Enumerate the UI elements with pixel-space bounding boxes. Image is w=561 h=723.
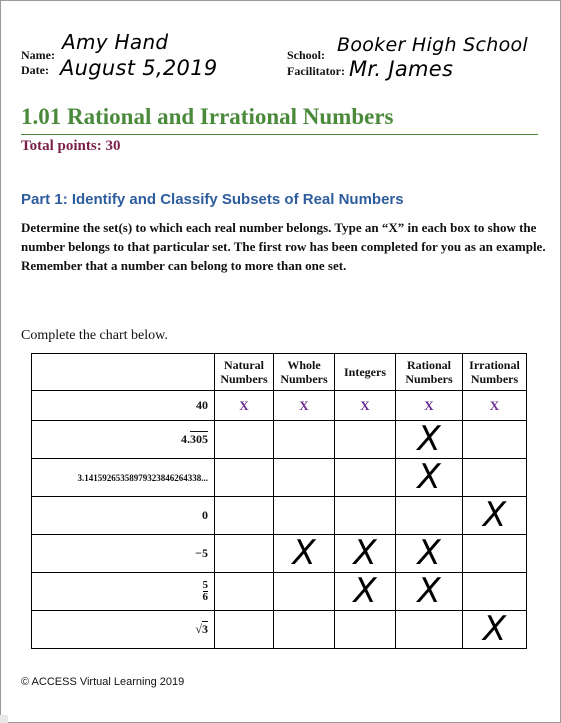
- title-divider: [21, 134, 538, 135]
- cell-rational[interactable]: X: [396, 459, 463, 497]
- total-points: Total points: 30: [21, 138, 121, 154]
- header-corner-cell: [32, 354, 215, 391]
- cell-integers[interactable]: [335, 421, 396, 459]
- cell-integers[interactable]: X: [335, 535, 396, 573]
- cell-integers[interactable]: X: [335, 391, 396, 421]
- cell-rational[interactable]: X: [396, 573, 463, 611]
- cell-rational[interactable]: [396, 497, 463, 535]
- cell-whole[interactable]: [274, 611, 335, 649]
- cell-natural[interactable]: [215, 421, 274, 459]
- classification-table: [31, 353, 527, 649]
- table-row: [32, 611, 527, 649]
- table-row: [32, 391, 527, 421]
- cell-irrational[interactable]: X: [463, 611, 527, 649]
- row-label-zero: 0: [32, 497, 215, 535]
- cell-integers[interactable]: [335, 459, 396, 497]
- header-irrational: Irrational Numbers: [463, 354, 527, 391]
- table-row: [32, 459, 527, 497]
- cell-whole[interactable]: [274, 573, 335, 611]
- cell-natural[interactable]: [215, 611, 274, 649]
- table-row: [32, 497, 527, 535]
- cell-integers[interactable]: X: [335, 573, 396, 611]
- school-label: School:: [287, 48, 326, 62]
- cell-integers[interactable]: [335, 497, 396, 535]
- header-rational: Rational Numbers: [396, 354, 463, 391]
- date-value: August 5,2019: [60, 56, 218, 80]
- header-natural: Natural Numbers: [215, 354, 274, 391]
- cell-irrational[interactable]: [463, 573, 527, 611]
- cell-irrational[interactable]: [463, 535, 527, 573]
- facilitator-value: Mr. James: [349, 57, 454, 81]
- cell-natural[interactable]: [215, 497, 274, 535]
- row-label-sqrt-three: √3: [32, 611, 215, 649]
- date-label: Date:: [21, 63, 49, 77]
- cell-integers[interactable]: [335, 611, 396, 649]
- cell-whole[interactable]: X: [274, 535, 335, 573]
- cell-natural[interactable]: X: [215, 391, 274, 421]
- cell-whole[interactable]: X: [274, 391, 335, 421]
- cell-natural[interactable]: [215, 573, 274, 611]
- cell-rational[interactable]: [396, 611, 463, 649]
- cell-irrational[interactable]: X: [463, 497, 527, 535]
- row-label-40: 40: [32, 391, 215, 421]
- footer-copyright: © ACCESS Virtual Learning 2019: [21, 676, 185, 688]
- cell-irrational[interactable]: [463, 459, 527, 497]
- cell-irrational[interactable]: X: [463, 391, 527, 421]
- cell-natural[interactable]: [215, 535, 274, 573]
- cell-whole[interactable]: [274, 421, 335, 459]
- name-label: Name:: [21, 48, 55, 62]
- corner-decoration: [0, 715, 8, 723]
- cell-rational[interactable]: X: [396, 421, 463, 459]
- cell-irrational[interactable]: [463, 421, 527, 459]
- page-title: 1.01 Rational and Irrational Numbers: [21, 104, 394, 129]
- school-value: Booker High School: [337, 34, 529, 56]
- table-row: [32, 535, 527, 573]
- facilitator-label: Facilitator:: [287, 64, 345, 78]
- table-row: [32, 421, 527, 459]
- cell-whole[interactable]: [274, 497, 335, 535]
- row-label-repeating-decimal: 4.305: [32, 421, 215, 459]
- part1-instructions: Determine the set(s) to which each real number belongs. Type an “X” in each box to show the number belongs to that particular set. The first row has been completed for you as an example. Remember that a number can belong to more than one set.: [21, 220, 546, 273]
- row-label-fraction: [32, 573, 215, 611]
- part1-heading: Part 1: Identify and Classify Subsets of Real Numbers: [21, 191, 404, 208]
- complete-chart-text: Complete the chart below.: [21, 328, 168, 343]
- row-label-pi-digits: 3.14159265358979323846264338...: [32, 459, 215, 497]
- header-whole: Whole Numbers: [274, 354, 335, 391]
- cell-rational[interactable]: X: [396, 535, 463, 573]
- header-integers: Integers: [335, 354, 396, 391]
- row-label-negative-five: −5: [32, 535, 215, 573]
- cell-rational[interactable]: X: [396, 391, 463, 421]
- fraction: $\frac{5}{6}$: [202, 578, 208, 603]
- name-value: Amy Hand: [62, 30, 169, 54]
- table-row: [32, 573, 527, 611]
- cell-natural[interactable]: [215, 459, 274, 497]
- table-header-row: [32, 354, 527, 391]
- cell-whole[interactable]: [274, 459, 335, 497]
